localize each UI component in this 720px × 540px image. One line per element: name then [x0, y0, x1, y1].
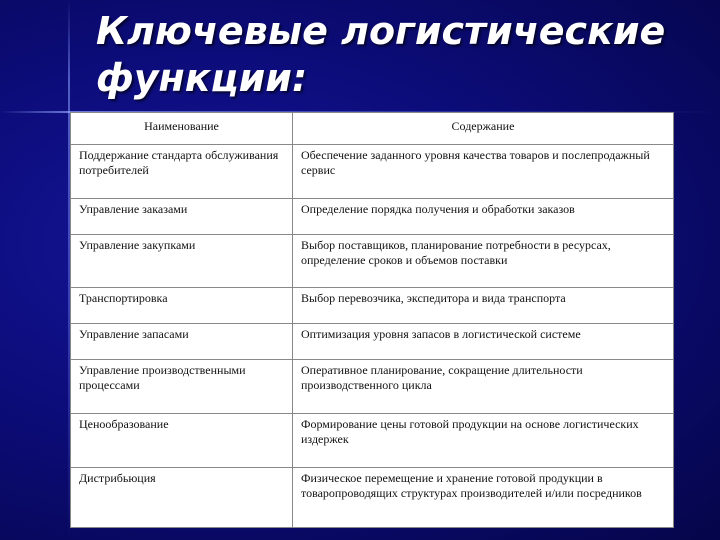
table-row	[71, 288, 674, 324]
function-name-cell: Ценообразование	[71, 414, 293, 468]
function-name-cell: Управление производственными процессами	[71, 360, 293, 414]
function-name-cell: Транспортировка	[71, 288, 293, 324]
function-name-cell: Дистрибьюция	[71, 468, 293, 528]
logistics-functions-table	[70, 112, 674, 528]
function-name-cell: Управление заказами	[71, 199, 293, 235]
function-content-cell: Определение порядка получения и обработки заказов	[293, 199, 674, 235]
column-header-content: Содержание	[293, 113, 674, 145]
table-row	[71, 360, 674, 414]
function-name-cell: Управление запасами	[71, 324, 293, 360]
table-row	[71, 324, 674, 360]
column-header-name: Наименование	[71, 113, 293, 145]
function-content-cell: Выбор перевозчика, экспедитора и вида транспорта	[293, 288, 674, 324]
slide-title: Ключевые логистические функции:	[96, 9, 666, 100]
function-content-cell: Выбор поставщиков, планирование потребности в ресурсах, определение сроков и объемов поставки	[293, 235, 674, 288]
table-row	[71, 145, 674, 199]
table-row	[71, 199, 674, 235]
table-row	[71, 235, 674, 288]
table-row	[71, 414, 674, 468]
function-name-cell: Поддержание стандарта обслуживания потребителей	[71, 145, 293, 199]
table-header-row	[71, 113, 674, 145]
function-name-cell: Управление закупками	[71, 235, 293, 288]
function-content-cell: Физическое перемещение и хранение готовой продукции в товаропроводящих структурах производителей и/или посредников	[293, 468, 674, 528]
table-row	[71, 468, 674, 528]
function-content-cell: Формирование цены готовой продукции на основе логистических издержек	[293, 414, 674, 468]
function-content-cell: Оперативное планирование, сокращение длительности производственного цикла	[293, 360, 674, 414]
function-content-cell: Оптимизация уровня запасов в логистической системе	[293, 324, 674, 360]
function-content-cell: Обеспечение заданного уровня качества товаров и послепродажный сервис	[293, 145, 674, 199]
